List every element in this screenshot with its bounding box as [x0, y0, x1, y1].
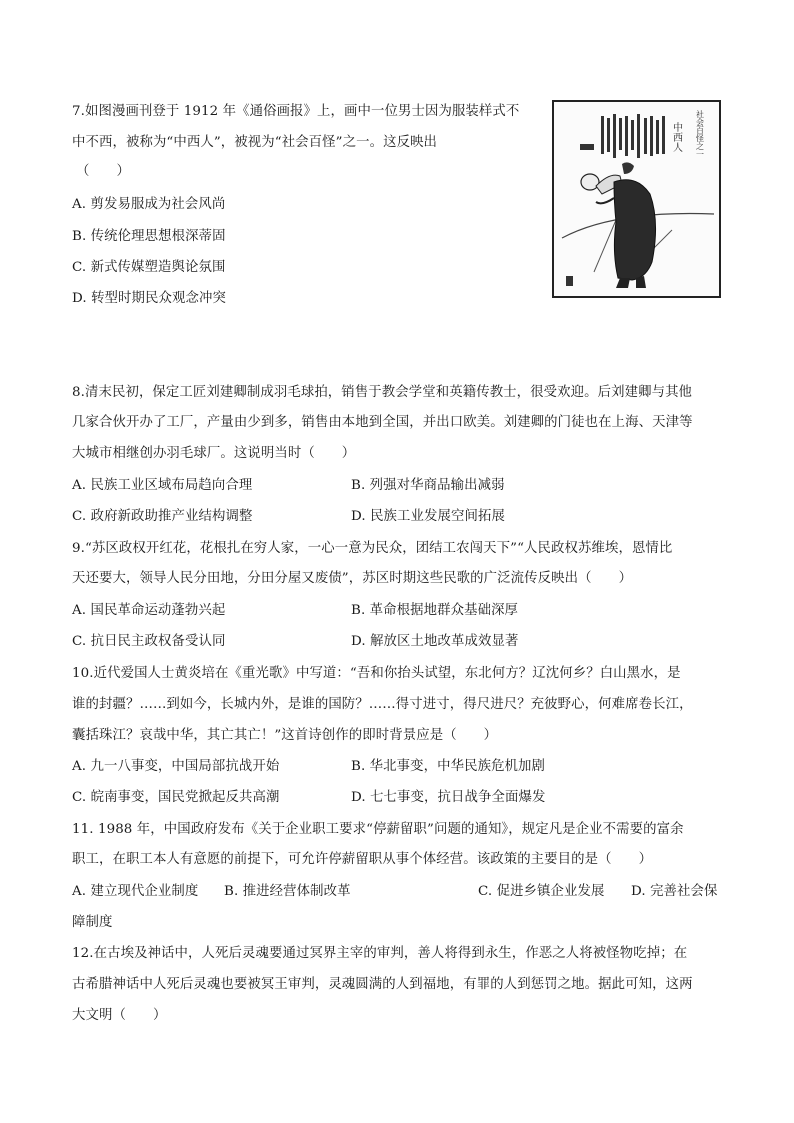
q7-stem-line-1: 7.如图漫画刊登于 1912 年《通俗画报》上，画中一位男士因为服装样式不: [72, 104, 520, 119]
q10-option-a: A. 九一八事变，中国局部抗战开始: [72, 759, 280, 774]
q7-option-d: D. 转型时期民众观念冲突: [72, 291, 226, 306]
q10-option-d: D. 七七事变，抗日战争全面爆发: [351, 790, 546, 805]
q8-stem-line-3: 大城市相继创办羽毛球厂。这说明当时（ ）: [72, 446, 356, 461]
q10-stem-line-2: 谁的封疆？……到如今，长城内外，是谁的国防？……得寸进寸，得尺进尺？充彼野心，何难席卷长江，: [72, 697, 693, 712]
cartoon-caption: 中西人: [670, 122, 682, 152]
q9-stem-line-1: 9.“苏区政权开红花，花根扎在穷人家，一心一意为民众，团结工农闯天下”“人民政权苏维埃，恩情比: [72, 541, 673, 556]
q11-stem-line-1: 11. 1988 年，中国政府发布《关于企业职工要求“停薪留职”问题的通知》，规定凡是企业不需要的富余: [72, 822, 684, 837]
q8-option-b: B. 列强对华商品输出减弱: [351, 478, 505, 493]
q7-option-b: B. 传统伦理思想根深蒂固: [72, 229, 226, 244]
q11-option-d: D. 完善社会保: [631, 884, 718, 899]
q9-option-a: A. 国民革命运动蓬勃兴起: [72, 603, 226, 618]
q7-stem-line-2: 中不西，被称为“中西人”，被视为“社会百怪”之一。这反映出: [72, 135, 438, 150]
cartoon-drawing: [554, 102, 719, 296]
q7-option-a: A. 剪发易服成为社会风尚: [72, 197, 226, 212]
q11-option-a: A. 建立现代企业制度: [72, 884, 199, 899]
q8-option-a: A. 民族工业区域布局趋向合理: [72, 478, 253, 493]
q8-stem-line-1: 8.清末民初，保定工匠刘建卿制成羽毛球拍，销售于教会学堂和英籍传教士，很受欢迎。后刘建卿与其他: [72, 385, 693, 400]
q8-stem-line-2: 几家合伙开办了工厂，产量由少到多，销售由本地到全国，并出口欧美。刘建卿的门徒也在上海、天津等: [72, 415, 693, 430]
q10-stem-line-3: 囊括珠江？哀哉中华，其亡其亡！”这首诗创作的即时背景应是（ ）: [72, 728, 498, 743]
q8-option-c: C. 政府新政助推产业结构调整: [72, 509, 253, 524]
q9-option-d: D. 解放区土地改革成效显著: [351, 634, 519, 649]
q9-option-c: C. 抗日民主政权备受认同: [72, 634, 226, 649]
q10-option-b: B. 华北事变，中华民族危机加剧: [351, 759, 546, 774]
q9-option-b: B. 革命根据地群众基础深厚: [351, 603, 519, 618]
q12-stem-line-3: 大文明（ ）: [72, 1008, 167, 1023]
q11-option-b: B. 推进经营体制改革: [224, 884, 351, 899]
q7-answer-paren: （ ）: [76, 164, 130, 179]
q11-option-c: C. 促进乡镇企业发展: [478, 884, 605, 899]
q10-stem-line-1: 10.近代爱国人士黄炎培在《重光歌》中写道：“吾和你抬头试望，东北何方？辽沈何乡？白山黑水，是: [72, 666, 681, 681]
q8-option-d: D. 民族工业发展空间拓展: [351, 509, 505, 524]
q7-option-c: C. 新式传媒塑造舆论氛围: [72, 260, 226, 275]
q11-option-d-wrap: 障制度: [72, 915, 113, 930]
q10-option-c: C. 皖南事变，国民党掀起反共高潮: [72, 790, 280, 805]
q11-stem-line-2: 职工，在职工本人有意愿的前提下，可允许停薪留职从事个体经营。该政策的主要目的是（ ）: [72, 852, 653, 867]
cartoon-note: 社会百怪之一: [695, 110, 705, 158]
q9-stem-line-2: 天还要大，领导人民分田地，分田分屋又废债”，苏区时期这些民歌的广泛流传反映出（ ）: [72, 571, 633, 586]
q12-stem-line-2: 古希腊神话中人死后灵魂也要被冥王审判，灵魂圆满的人到福地，有罪的人到惩罚之地。据此可知，这两: [72, 977, 693, 992]
q12-stem-line-1: 12.在古埃及神话中，人死后灵魂要通过冥界主宰的审判，善人将得到永生，作恶之人将被怪物吃掉；在: [72, 946, 688, 961]
cartoon-image: [552, 100, 721, 298]
